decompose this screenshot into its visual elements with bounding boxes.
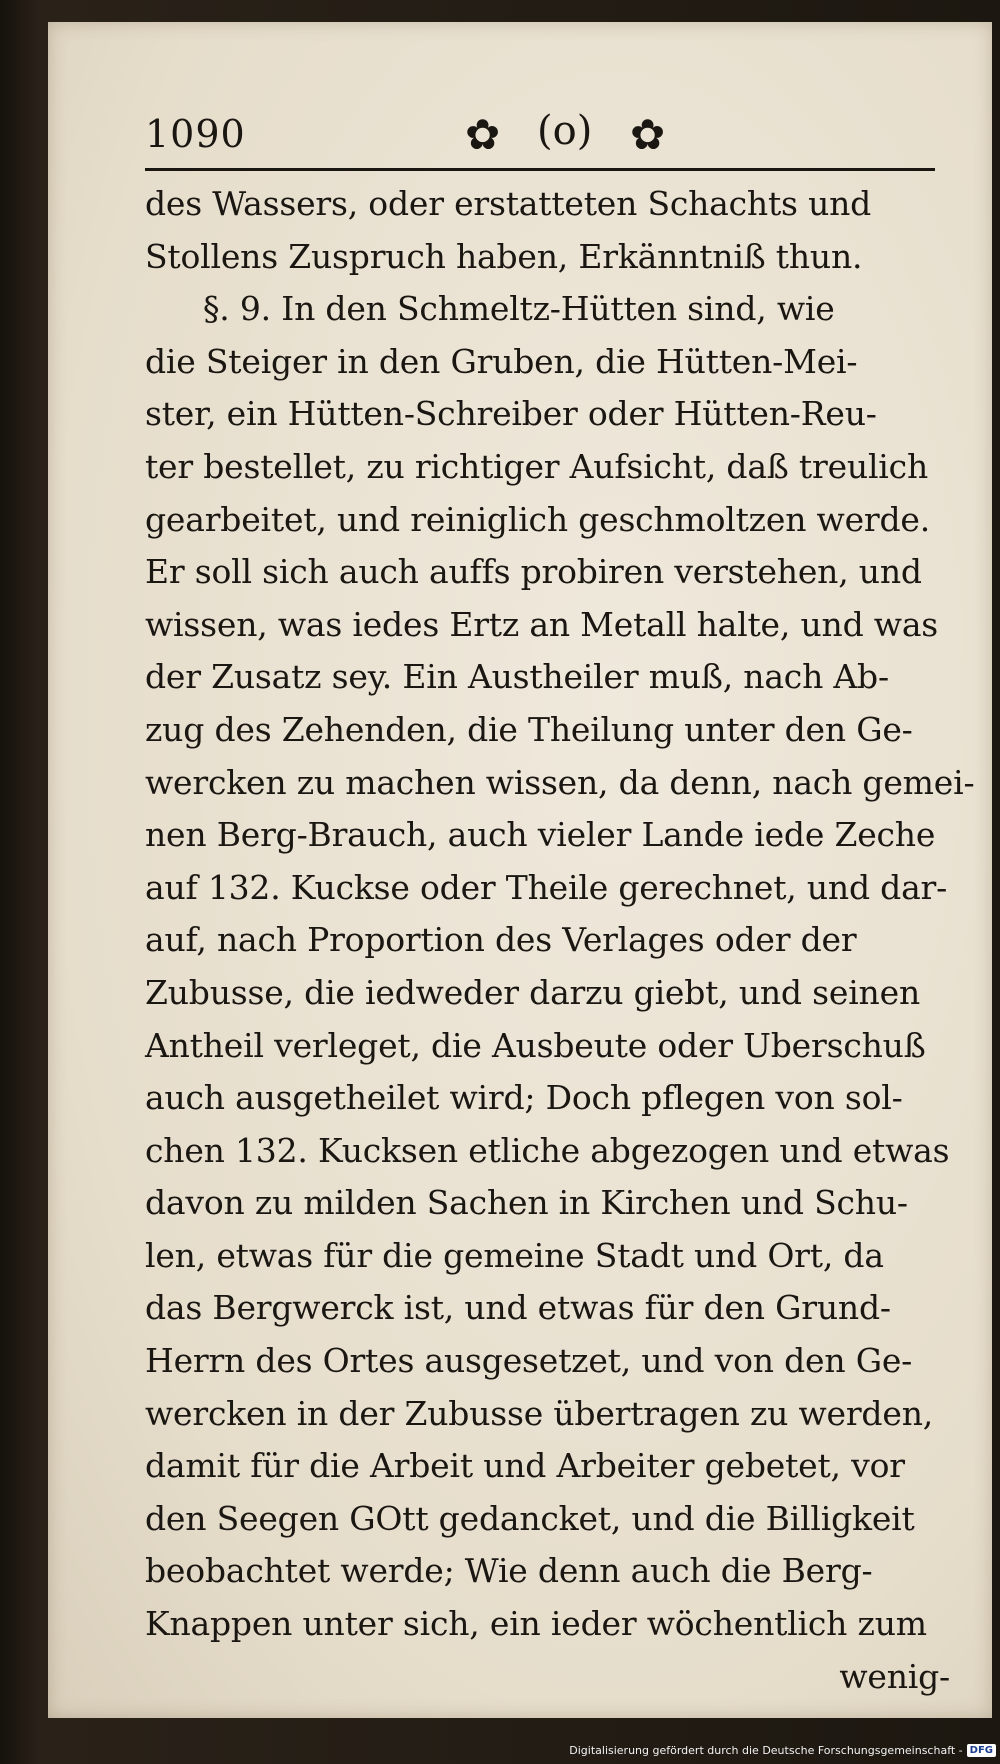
text-line: den Seegen GOtt gedancket, und die Billigkeit xyxy=(145,1498,915,1538)
text-line: auf 132. Kuckse oder Theile gerechnet, und dar- xyxy=(145,867,948,907)
text-line: gearbeitet, und reiniglich geschmoltzen werde. xyxy=(145,499,931,539)
text-line: wercken in der Zubusse übertragen zu werden, xyxy=(145,1393,934,1433)
credit-text: Digitalisierung gefördert durch die Deutsche Forschungsgemeinschaft - xyxy=(569,1743,963,1757)
text-line: Knappen unter sich, ein ieder wöchentlich zum xyxy=(145,1604,927,1644)
catchword: wenig- xyxy=(839,1656,950,1696)
header-rule xyxy=(145,168,935,171)
page-number: 1090 xyxy=(145,112,246,156)
text-line: Stollens Zuspruch haben, Erkänntniß thun. xyxy=(145,236,863,276)
text-line: chen 132. Kucksen etliche abgezogen und etwas xyxy=(145,1130,950,1170)
text-line: auch ausgetheilet wird; Doch pflegen von sol- xyxy=(145,1078,903,1118)
flower-ornament-icon: ✿ xyxy=(465,110,501,159)
text-line: die Steiger in den Gruben, die Hütten-Mei- xyxy=(145,341,858,381)
text-line: beobachtet werde; Wie denn auch die Berg- xyxy=(145,1551,873,1591)
text-line: des Wassers, oder erstatteten Schachts und xyxy=(145,184,872,223)
text-line: wissen, was iedes Ertz an Metall halte, und was xyxy=(145,604,939,644)
text-line: Herrn des Ortes ausgesetzet, und von den Ge- xyxy=(145,1341,913,1381)
text-line: damit für die Arbeit und Arbeiter gebetet, vor xyxy=(145,1446,905,1486)
digitization-credit xyxy=(569,1740,996,1760)
header-mark: (o) xyxy=(537,108,593,154)
dfg-logo: DFG xyxy=(967,1744,996,1757)
text-line: Antheil verleget, die Ausbeute oder Uberschuß xyxy=(145,1025,926,1065)
flower-ornament-icon: ✿ xyxy=(630,110,666,159)
text-line: davon zu milden Sachen in Kirchen und Schu- xyxy=(145,1183,908,1223)
text-line: zug des Zehenden, die Theilung unter den Ge- xyxy=(145,709,913,749)
text-line: Er soll sich auch auffs probiren verstehen, und xyxy=(145,552,922,592)
text-line: ster, ein Hütten-Schreiber oder Hütten-Reu- xyxy=(145,394,877,434)
page-header xyxy=(145,92,935,162)
text-line: Zubusse, die iedweder darzu giebt, und seinen xyxy=(145,972,920,1012)
text-line: der Zusatz sey. Ein Austheiler muß, nach Ab- xyxy=(145,657,889,697)
text-line: len, etwas für die gemeine Stadt und Ort, da xyxy=(145,1235,884,1275)
paragraph-start-line: §. 9. In den Schmeltz-Hütten sind, wie xyxy=(203,289,835,329)
page-body-text xyxy=(145,178,975,1703)
text-line: das Bergwerck ist, und etwas für den Grund- xyxy=(145,1288,891,1328)
text-line: auf, nach Proportion des Verlages oder der xyxy=(145,920,857,960)
text-line: nen Berg-Brauch, auch vieler Lande iede Zeche xyxy=(145,815,936,855)
text-line: wercken zu machen wissen, da denn, nach gemei- xyxy=(145,762,975,802)
text-line: ter bestellet, zu richtiger Aufsicht, daß treulich xyxy=(145,446,928,486)
